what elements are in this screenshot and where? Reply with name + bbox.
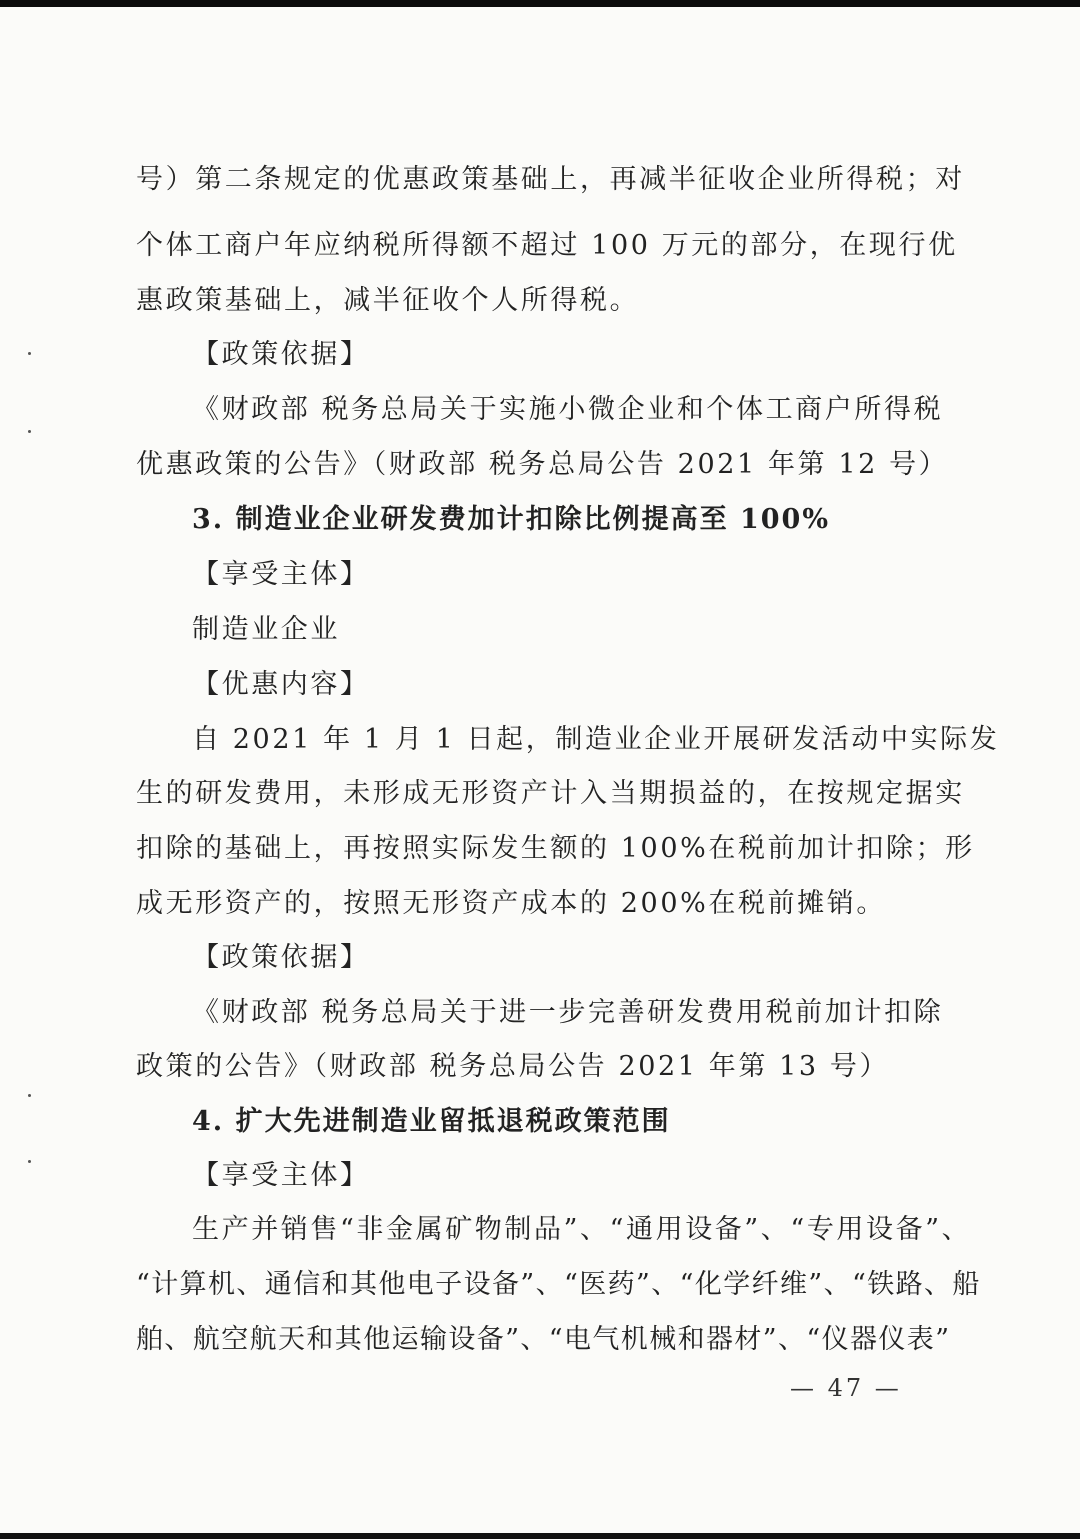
page-number: — 47 —	[790, 1374, 902, 1402]
paragraph-line: 舶、航空航天和其他运输设备”、“电气机械和器材”、“仪器仪表”	[136, 1324, 951, 1355]
section-label-policy-basis: 【政策依据】	[192, 339, 370, 370]
scan-mark	[28, 430, 31, 433]
paragraph-line: 生产并销售“非金属矿物制品”、“通用设备”、“专用设备”、	[192, 1214, 972, 1245]
paragraph-line: 政策的公告》（财政部 税务总局公告 2021 年第 13 号）	[136, 1051, 890, 1082]
paragraph-line: 优惠政策的公告》（财政部 税务总局公告 2021 年第 12 号）	[136, 449, 949, 480]
paragraph-line: 惠政策基础上，减半征收个人所得税。	[136, 285, 640, 316]
paragraph-line: 生的研发费用，未形成无形资产计入当期损益的，在按规定据实	[136, 778, 965, 809]
scan-mark	[28, 1160, 31, 1163]
scan-mark	[28, 1094, 31, 1097]
paragraph-line: 自 2021 年 1 月 1 日起，制造业企业开展研发活动中实际发	[192, 724, 1000, 755]
section-heading-4: 4. 扩大先进制造业留抵退税政策范围	[192, 1106, 671, 1137]
paragraph-line: 个体工商户年应纳税所得额不超过 100 万元的部分，在现行优	[136, 230, 958, 261]
section-heading-3: 3. 制造业企业研发费加计扣除比例提高至 100%	[192, 504, 831, 535]
paragraph-line: 制造业企业	[192, 614, 340, 645]
paragraph-line: 《财政部 税务总局关于实施小微企业和个体工商户所得税	[192, 394, 944, 425]
paragraph-line: “计算机、通信和其他电子设备”、“医药”、“化学纤维”、“铁路、船	[136, 1269, 981, 1300]
section-label-content: 【优惠内容】	[192, 669, 370, 700]
section-label-beneficiary: 【享受主体】	[192, 1160, 370, 1191]
section-label-policy-basis: 【政策依据】	[192, 942, 370, 973]
scan-mark	[28, 352, 31, 355]
scan-top-edge	[0, 0, 1080, 7]
paragraph-line: 号）第二条规定的优惠政策基础上，再减半征收企业所得税；对	[136, 164, 965, 195]
scan-bottom-edge	[0, 1533, 1080, 1539]
paragraph-line: 成无形资产的，按照无形资产成本的 200%在税前摊销。	[136, 888, 886, 919]
paragraph-line: 《财政部 税务总局关于进一步完善研发费用税前加计扣除	[192, 997, 944, 1028]
section-label-beneficiary: 【享受主体】	[192, 559, 370, 590]
paragraph-line: 扣除的基础上，再按照实际发生额的 100%在税前加计扣除；形	[136, 833, 975, 864]
